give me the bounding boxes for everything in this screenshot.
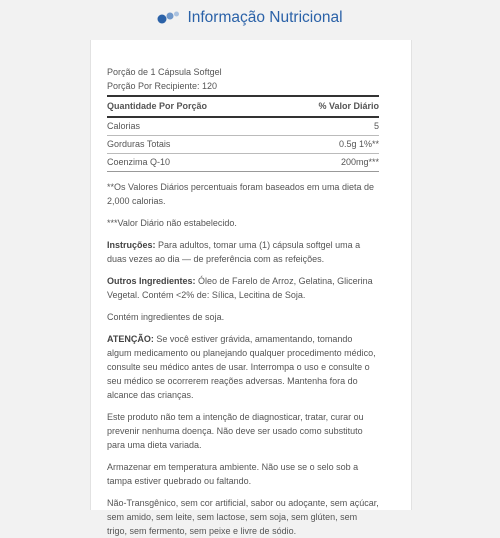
ingredients-label: Outros Ingredientes:: [107, 276, 196, 286]
ingredients: [107, 274, 379, 302]
warning-text: Se você estiver grávida, amamentando, tomando algum medicamento ou planejando qualquer procedimento médico, consulte seu médico antes de usar. Interrompa o uso e consulte o seu médico se ocorrerem reações adversas. Mantenha fora do alcance das crianças.: [107, 334, 376, 400]
page-title: Informação Nutricional: [187, 9, 343, 26]
nutrient-name: Gorduras Totais: [107, 136, 276, 154]
disclaimer: Este produto não tem a intenção de diagnosticar, tratar, curar ou prevenir nenhuma doença. Não deve ser usado como substituto para uma dieta variada.: [107, 412, 364, 450]
table-row: [107, 154, 379, 172]
not-established-note: ***Valor Diário não estabelecido.: [107, 218, 237, 228]
nutrition-content: [107, 65, 379, 538]
allergen-statement: Contém ingredientes de soja.: [107, 312, 225, 322]
nutrition-facts-table: [107, 95, 379, 172]
column-header-amount: Quantidade Por Porção: [107, 96, 276, 117]
serving-size: Porção de 1 Cápsula Softgel: [107, 67, 222, 77]
ingredients-text: Óleo de Farelo de Arroz, Gelatina, Glicerina Vegetal. Contém <2% de: Sílica, Lecitina de Soja.: [107, 276, 373, 300]
nutrient-name: Coenzima Q-10: [107, 154, 276, 172]
table-row: [107, 117, 379, 136]
nutrient-value: 5: [276, 117, 379, 136]
column-header-daily-value: % Valor Diário: [276, 96, 379, 117]
nutrient-value: 200mg***: [276, 154, 379, 172]
warning: [107, 332, 379, 402]
nutrition-logo-icon: [157, 11, 181, 25]
nutrition-panel: [90, 40, 412, 536]
free-from-statement: Não-Transgênico, sem cor artificial, sabor ou adoçante, sem açúcar, sem amido, sem leite, sem lactose, sem soja, sem glúten, sem trigo, sem fermento, sem peixe e livre de sódio.: [107, 498, 379, 536]
instructions: [107, 238, 379, 266]
servings-per-container: Porção Por Recipiente: 120: [107, 81, 218, 91]
table-header-row: [107, 96, 379, 117]
nutrient-value: 0.5g 1%**: [276, 136, 379, 154]
warning-label: ATENÇÃO:: [107, 334, 154, 344]
nutrient-name: Calorias: [107, 117, 276, 136]
table-row: [107, 136, 379, 154]
instructions-text: Para adultos, tomar uma (1) cápsula softgel uma a duas vezes ao dia — de preferência com as refeições.: [107, 240, 361, 264]
daily-value-note: **Os Valores Diários percentuais foram baseados em uma dieta de 2,000 calorias.: [107, 182, 374, 206]
header: [0, 0, 500, 36]
instructions-label: Instruções:: [107, 240, 156, 250]
storage-instructions: Armazenar em temperatura ambiente. Não use se o selo sob a tampa estiver quebrado ou faltando.: [107, 462, 359, 486]
